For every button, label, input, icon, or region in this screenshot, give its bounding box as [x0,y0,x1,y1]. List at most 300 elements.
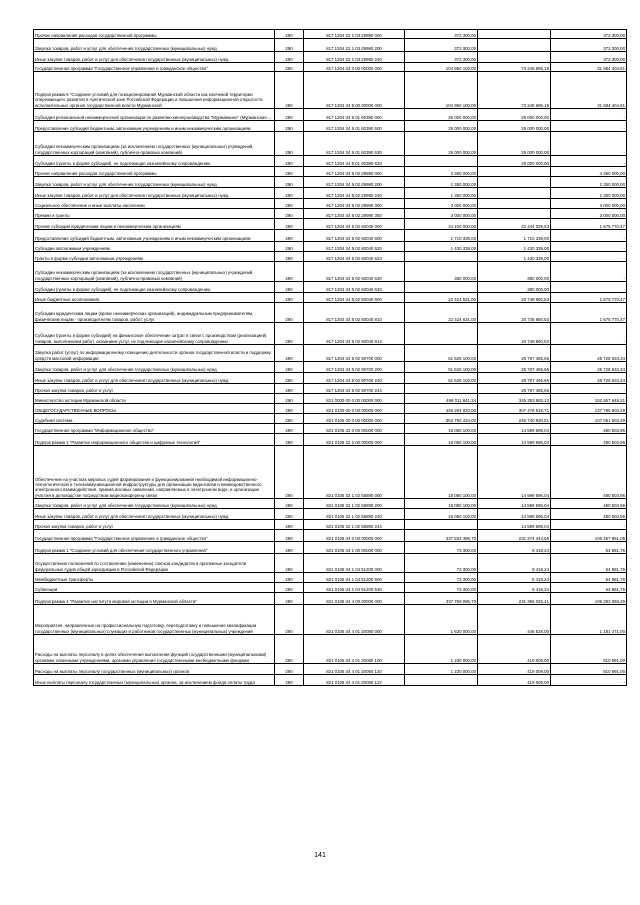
table-row [34,209,627,219]
row-unexecuted-amount: - [551,121,627,132]
row-executed-amount: 419 009,00 [478,664,551,675]
row-budget-code: 817 1204 34 5 02 90700 240 [304,373,405,384]
row-budget-code: 821 0105 32 1 00 00000 000 [304,434,405,446]
row-approved-amount [405,520,478,530]
row-unexecuted-amount: - [551,520,627,530]
row-description: Иные закупки товаров, работ и услуг для обеспечения государственных (муниципальных) нужд [34,52,275,63]
table-row [34,404,627,414]
table-row [34,520,627,530]
row-approved-amount: 51 526 100,00 [405,362,478,373]
table-row [34,303,627,323]
row-description: Субсидии (гранты в форме субсидий) на финансовое обеспечение затрат в связи с производством (реализацией) товаров, выполнением работ, оказанием услуг, не подлежащие казначейскому сопровождению [34,323,275,345]
row-approved-amount [405,156,478,167]
row-line-code: 290 [275,573,304,583]
row-approved-amount: 1 230 000,00 [405,664,478,675]
row-description: Гранты в форме субсидии автономным учреждениям [34,252,275,262]
table-row [34,323,627,345]
row-approved-amount [405,282,478,293]
row-executed-amount: 14 599 596,04 [478,509,551,520]
row-approved-amount: 1 350 000,00 [405,188,478,199]
table-row [34,242,627,252]
row-line-code: 290 [275,414,304,424]
budget-table-body [34,30,627,686]
table-row [34,156,627,167]
row-line-code: 290 [275,156,304,167]
row-unexecuted-amount: 480 503,96 [551,509,627,520]
table-row [34,509,627,520]
table-row [34,424,627,434]
row-executed-amount: 8 418,24 [478,583,551,593]
row-budget-code: 821 0105 34 0 00 00000 000 [304,530,405,542]
row-unexecuted-amount: 152 657 648,21 [551,394,627,404]
row-description: Субсидии (гранты в форме субсидий), не подлежащие казначейскому сопровождению [34,156,275,167]
row-description: Прочие направления расходов государственной программы [34,167,275,177]
row-description: Субсидии некоммерческим организациям (за исключением государственных (муниципальных) учреждений, государственных корпораций (компаний), публично-правовых компаний) [34,262,275,282]
row-approved-amount: 4 350 000,00 [405,167,478,177]
row-budget-code: 817 1204 34 5 02 60040 623 [304,252,405,262]
row-executed-amount [478,30,551,39]
row-line-code: 290 [275,373,304,384]
table-row [34,72,627,109]
row-approved-amount: 3 000 000,00 [405,209,478,219]
row-executed-amount: 20 748 860,53 [478,293,551,303]
row-approved-amount: 15 080 100,00 [405,434,478,446]
table-row [34,675,627,686]
row-budget-code: 817 1204 34 5 02 60040 620 [304,242,405,252]
row-budget-code: 821 0105 32 0 00 00000 000 [304,424,405,434]
row-unexecuted-amount: - [551,132,627,156]
row-description: Осуществление полномочий по составлению (изменению) списков кандидатов в присяжные заседатели федеральных судов общей юрисдикции в Российской Федерации [34,554,275,573]
row-unexecuted-amount: 25 728 634,34 [551,345,627,362]
row-description: Расходы на выплаты персоналу государственных (муниципальных) органов [34,664,275,675]
row-approved-amount: 1 350 000,00 [405,177,478,188]
table-row [34,39,627,52]
row-unexecuted-amount: - [551,109,627,121]
row-executed-amount: 8 418,24 [478,542,551,554]
row-approved-amount [405,252,478,262]
row-budget-code: 817 1204 34 5 02 29990 000 [304,167,405,177]
row-description: Судебная система [34,414,275,424]
row-approved-amount: 498 011 641,34 [405,394,478,404]
row-unexecuted-amount: - [551,242,627,252]
row-budget-code: 817 1204 34 5 02 60040 810 [304,303,405,323]
table-row [34,30,627,39]
row-budget-code: 821 0105 00 0 00 00000 000 [304,414,405,424]
row-approved-amount: 372 300,00 [405,39,478,52]
row-budget-code: 821 0000 00 0 00 00000 000 [304,394,405,404]
row-line-code: 290 [275,554,304,573]
table-row [34,554,627,573]
row-executed-amount: 8 418,24 [478,554,551,573]
table-row [34,446,627,499]
row-approved-amount: 15 080 100,00 [405,509,478,520]
row-approved-amount: 104 950 100,00 [405,72,478,109]
row-approved-amount: 353 792 434,00 [405,414,478,424]
row-description: Предоставление субсидий бюджетным, автономным учреждениям и иным некоммерческим организациям [34,121,275,132]
row-unexecuted-amount: 810 991,00 [551,635,627,664]
table-row [34,230,627,242]
row-line-code: 290 [275,664,304,675]
row-unexecuted-amount: 372 300,00 [551,39,627,52]
row-description: Государственная программа "Государственное управление и гражданское общество" [34,63,275,72]
row-unexecuted-amount: 3 000 000,00 [551,209,627,219]
row-budget-code: 821 0100 00 0 00 00000 000 [304,404,405,414]
row-budget-code: 821 0105 32 1 02 55890 240 [304,509,405,520]
row-budget-code: 821 0105 34 4 00 00000 000 [304,593,405,605]
row-unexecuted-amount: - [551,252,627,262]
row-unexecuted-amount: 4 350 000,00 [551,167,627,177]
row-budget-code: 821 0105 34 1 04 51200 530 [304,583,405,593]
row-approved-amount: 1 630 000,00 [405,605,478,635]
row-executed-amount [478,177,551,188]
row-budget-code: 817 1204 34 5 01 60390 600 [304,121,405,132]
row-approved-amount: 22 424 631,00 [405,293,478,303]
row-approved-amount: 24 100 000,00 [405,219,478,230]
row-approved-amount: 25 000 000,00 [405,109,478,121]
row-executed-amount: 25 000 000,00 [478,109,551,121]
table-row [34,293,627,303]
row-budget-code: 817 1204 34 5 02 60040 633 [304,282,405,293]
table-row [34,635,627,664]
row-line-code: 290 [275,252,304,262]
row-approved-amount: 73 300,00 [405,583,478,593]
row-unexecuted-amount: 480 503,96 [551,424,627,434]
row-description: Закупка товаров, работ и услуг для обеспечения государственных (муниципальных) нужд [34,39,275,52]
table-row [34,414,627,424]
row-description: Закупка товаров, работ и услуг для обеспечения государственных (муниципальных) нужд [34,362,275,373]
table-row [34,434,627,446]
row-line-code: 290 [275,52,304,63]
row-executed-amount: 14 599 596,04 [478,520,551,530]
row-unexecuted-amount: 106 457 951,05 [551,530,627,542]
row-line-code: 290 [275,446,304,499]
row-approved-amount: 1 430 339,00 [405,242,478,252]
row-budget-code: 821 0105 34 1 04 51200 000 [304,554,405,573]
table-row [34,188,627,199]
row-description: Мероприятия, направленные на профессиональную подготовку, переподготовку и повышение квалификации государственных (муниципальных) служащих и работников государственных (муниципальных) учреждений [34,605,275,635]
budget-report-sheet [33,29,625,686]
row-budget-code: 821 0105 34 4 01 20080 122 [304,675,405,686]
row-executed-amount: 1 430 339,00 [478,242,551,252]
row-executed-amount: 380 000,00 [478,262,551,282]
row-budget-code: 821 0105 34 4 01 20080 120 [304,664,405,675]
row-approved-amount: 3 000 000,00 [405,199,478,209]
row-budget-code: 817 1204 34 5 02 60040 813 [304,323,405,345]
row-executed-amount: 419 009,00 [478,675,551,686]
table-row [34,394,627,404]
row-line-code: 290 [275,177,304,188]
row-description: Прочие субсидии юридическим лицам и некоммерческим организациям [34,219,275,230]
row-unexecuted-amount: 64 881,76 [551,573,627,583]
table-row [34,121,627,132]
row-unexecuted-amount: 1 181 471,00 [551,605,627,635]
row-line-code: 290 [275,362,304,373]
row-description: Иные закупки товаров, работ и услуг для обеспечения государственных (муниципальных) нужд [34,509,275,520]
row-description: Субсидии автономным учреждениям [34,242,275,252]
row-description: Социальное обеспечение и иные выплаты населению [34,199,275,209]
row-unexecuted-amount: - [551,156,627,167]
row-line-code: 290 [275,303,304,323]
row-approved-amount: 1 230 000,00 [405,635,478,664]
row-description: Иные выплаты персоналу государственных (муниципальных) органов, за исключением фонда оплаты труда [34,675,275,686]
row-description: Прочая закупка товаров, работ и услуг [34,384,275,394]
row-approved-amount: 51 526 100,00 [405,345,478,362]
row-line-code: 290 [275,242,304,252]
row-unexecuted-amount: 480 503,96 [551,446,627,499]
row-executed-amount [478,209,551,219]
table-row [34,132,627,156]
table-row [34,52,627,63]
row-budget-code: 817 1204 34 0 00 00000 000 [304,63,405,72]
row-executed-amount: 25 000 000,00 [478,132,551,156]
row-unexecuted-amount: 1 350 000,00 [551,188,627,199]
row-unexecuted-amount: 31 684 404,81 [551,72,627,109]
row-executed-amount: 22 444 029,53 [478,219,551,230]
row-approved-amount: 372 300,00 [405,52,478,63]
row-unexecuted-amount: 372 300,00 [551,30,627,39]
row-approved-amount: 1 710 339,00 [405,230,478,242]
table-row [34,63,627,72]
row-unexecuted-amount: 64 881,76 [551,542,627,554]
row-line-code: 290 [275,30,304,39]
row-unexecuted-amount: 1 675 770,47 [551,303,627,323]
row-budget-code: 817 1204 34 5 02 90700 000 [304,345,405,362]
row-line-code: 290 [275,209,304,219]
row-line-code: 290 [275,132,304,156]
row-line-code: 290 [275,109,304,121]
row-budget-code: 817 1204 34 5 01 60390 000 [304,109,405,121]
row-line-code: 290 [275,293,304,303]
table-row [34,282,627,293]
row-description: Подпрограмма 1 "Создание условий для обеспечения государственного управления" [34,542,275,554]
row-executed-amount: 25 797 465,66 [478,362,551,373]
row-description: Закупка товаров, работ и услуг для обеспечения государственных (муниципальных) нужд [34,499,275,509]
table-row [34,167,627,177]
row-description: Закупка работ (услуг) по информационному освещению деятельности органов государственной власти и поддержку средств массовой информации [34,345,275,362]
row-approved-amount: 25 000 000,00 [405,132,478,156]
row-line-code: 290 [275,424,304,434]
row-approved-amount: 337 832 395,70 [405,530,478,542]
row-unexecuted-amount: 25 728 634,34 [551,362,627,373]
row-budget-code: 821 0105 32 1 02 55890 200 [304,499,405,509]
table-row [34,573,627,583]
row-unexecuted-amount: - [551,323,627,345]
row-approved-amount: 73 300,00 [405,542,478,554]
row-line-code: 290 [275,167,304,177]
row-budget-code: 817 1204 34 5 01 60390 633 [304,156,405,167]
row-budget-code: 821 0105 34 4 01 20080 000 [304,605,405,635]
row-budget-code: 821 0105 32 1 02 55890 244 [304,520,405,530]
row-line-code: 290 [275,404,304,414]
row-approved-amount: 15 080 100,00 [405,446,478,499]
row-description: Обеспечение на участках мировых судей формирования и функционирования необходимой информационно-технологической и телекоммуникационной инфраструктуры для организации видеосвязи и межведомственного электронного взаимодействия, приема исковых заявлений, направляемых в электронном виде, и организации участия в деловодстве посредством видеоконференц-связи [34,446,275,499]
budget-execution-table [33,29,627,686]
row-line-code: 290 [275,394,304,404]
row-approved-amount: 445 264 020,00 [405,404,478,414]
row-description: Межбюджетные трансферты [34,573,275,583]
row-approved-amount: 372 300,00 [405,30,478,39]
row-approved-amount: 22 424 631,00 [405,303,478,323]
row-executed-amount: 25 797 465,66 [478,384,551,394]
row-executed-amount: 20 748 860,53 [478,303,551,323]
row-executed-amount: 231 374 444,65 [478,530,551,542]
row-unexecuted-amount: - [551,230,627,242]
row-line-code: 290 [275,635,304,664]
row-line-code: 290 [275,530,304,542]
row-budget-code: 817 1204 34 5 02 29990 350 [304,209,405,219]
row-approved-amount [405,675,478,686]
row-executed-amount [478,199,551,209]
row-line-code: 290 [275,675,304,686]
row-unexecuted-amount: 1 675 770,47 [551,219,627,230]
row-unexecuted-amount: 107 051 503,49 [551,414,627,424]
row-approved-amount: 73 300,00 [405,573,478,583]
row-budget-code: 817 1204 23 1 03 29990 000 [304,30,405,39]
row-approved-amount: 73 300,00 [405,554,478,573]
row-description: Подпрограмма 5 "Создание условий для позиционирования Мурманской области как ключевой территории опережающего развития в Арктической зоне Российской Федерации и повышения информационной открытости исполнительных органов государственной власти Мурманской [34,72,275,109]
row-line-code: 290 [275,542,304,554]
row-budget-code: 817 1204 34 5 02 60040 800 [304,293,405,303]
row-budget-code: 817 1204 34 5 00 00000 000 [304,72,405,109]
row-unexecuted-amount: 3 000 000,00 [551,199,627,209]
row-description: Предоставление субсидий бюджетным, автономным учреждениям и иным некоммерческим организациям [34,230,275,242]
row-approved-amount: 380 000,00 [405,262,478,282]
table-row [34,499,627,509]
row-executed-amount [478,52,551,63]
row-line-code: 290 [275,509,304,520]
row-unexecuted-amount: - [551,282,627,293]
row-unexecuted-amount: - [551,384,627,394]
row-budget-code: 817 1204 34 5 01 60390 630 [304,132,405,156]
row-line-code: 290 [275,63,304,72]
row-description: Субсидии некоммерческим организациям (за исключением государственных (муниципальных) учреждений, государственных корпораций (компаний), публично-правовых компаний) [34,132,275,156]
table-row [34,593,627,605]
table-row [34,530,627,542]
table-row [34,384,627,394]
table-row [34,252,627,262]
row-executed-amount: 14 599 596,04 [478,446,551,499]
row-budget-code: 817 1204 34 5 02 60040 000 [304,219,405,230]
row-approved-amount [405,323,478,345]
row-description: Субсидии (гранты в форме субсидий), не подлежащие казначейскому сопровождению [34,282,275,293]
table-row [34,199,627,209]
row-unexecuted-amount: - [551,262,627,282]
row-budget-code: 817 1204 34 5 02 90700 244 [304,384,405,394]
page-number: 141 [314,852,326,859]
row-budget-code: 821 0105 34 1 04 51200 500 [304,573,405,583]
row-budget-code: 821 0105 34 1 00 00000 000 [304,542,405,554]
row-unexecuted-amount: 64 881,76 [551,554,627,573]
row-description: Подпрограмма 1 "Развитие информационного общества и цифровых технологий" [34,434,275,446]
row-description: Субсидии юридическим лицам (кроме некоммерческих организаций), индивидуальным предпринимателям, физическим лицам - производителям товаров, работ, услуг [34,303,275,323]
row-executed-amount: 25 000 000,00 [478,156,551,167]
row-description: Закупка товаров, работ и услуг для обеспечения государственных (муниципальных) нужд [34,177,275,188]
row-executed-amount: 20 748 860,53 [478,323,551,345]
row-executed-amount [478,188,551,199]
row-executed-amount: 419 009,00 [478,635,551,664]
row-approved-amount [405,384,478,394]
row-line-code: 290 [275,199,304,209]
row-line-code: 290 [275,219,304,230]
row-approved-amount: 51 526 100,00 [405,373,478,384]
row-executed-amount: 73 245 695,19 [478,72,551,109]
row-description: Премии и гранты [34,209,275,219]
row-budget-code: 817 1204 23 1 03 29990 200 [304,39,405,52]
row-line-code: 290 [275,282,304,293]
row-line-code: 290 [275,72,304,109]
table-row [34,262,627,282]
row-executed-amount: 448 528,00 [478,605,551,635]
row-unexecuted-amount: - [551,675,627,686]
row-unexecuted-amount: 31 684 404,81 [551,63,627,72]
row-unexecuted-amount: 372 300,00 [551,52,627,63]
row-description: Субвенции [34,583,275,593]
row-description: Иные бюджетные ассигнования [34,293,275,303]
row-description: Расходы на выплаты персоналу в целях обеспечения выполнения функций государственными (муниципальными) органами, казенными учреждениями, органами управления государственными внебюджетными фондами [34,635,275,664]
row-executed-amount: 25 000 000,00 [478,121,551,132]
row-executed-amount: 14 599 596,04 [478,499,551,509]
row-budget-code: 817 1204 34 5 02 90700 200 [304,362,405,373]
row-line-code: 290 [275,520,304,530]
row-approved-amount: 25 000 000,00 [405,121,478,132]
row-unexecuted-amount: 25 728 634,34 [551,373,627,384]
row-description: Иные закупки товаров, работ и услуг для обеспечения государственных (муниципальных) нужд [34,188,275,199]
row-line-code: 290 [275,39,304,52]
row-executed-amount: 25 797 465,66 [478,345,551,362]
row-executed-amount: 380 000,00 [478,282,551,293]
row-line-code: 290 [275,323,304,345]
row-executed-amount: 1 430 339,00 [478,252,551,262]
row-approved-amount: 337 759 095,70 [405,593,478,605]
row-line-code: 290 [275,434,304,446]
table-row [34,605,627,635]
row-approved-amount: 104 950 100,00 [405,63,478,72]
table-row [34,664,627,675]
row-unexecuted-amount: 480 503,96 [551,434,627,446]
row-budget-code: 817 1204 34 5 02 29990 240 [304,188,405,199]
row-approved-amount: 15 080 100,00 [405,499,478,509]
row-executed-amount: 8 418,24 [478,573,551,583]
table-row [34,583,627,593]
row-description: Иные закупки товаров, работ и услуг для обеспечения государственных (муниципальных) нужд [34,373,275,384]
row-line-code: 290 [275,384,304,394]
row-executed-amount: 14 599 596,04 [478,424,551,434]
row-description: Субсидия региональной некоммерческой организации по развитию кинопроизводства "Мурманкино" (Мурманская ... [34,109,275,121]
row-line-code: 290 [275,499,304,509]
row-executed-amount: 25 797 465,66 [478,373,551,384]
row-budget-code: 817 1204 34 5 02 29990 300 [304,199,405,209]
table-row [34,362,627,373]
table-row [34,109,627,121]
row-executed-amount [478,39,551,52]
row-unexecuted-amount: 1 675 770,47 [551,293,627,303]
row-budget-code: 817 1204 34 5 02 60040 630 [304,262,405,282]
row-line-code: 290 [275,593,304,605]
row-description: Государственная программа "Государственное управление и гражданское общество" [34,530,275,542]
row-unexecuted-amount: 1 350 000,00 [551,177,627,188]
row-executed-amount: 1 710 339,00 [478,230,551,242]
row-description: Государственная программа "Информационное общество" [34,424,275,434]
row-budget-code: 817 1204 34 5 02 60040 600 [304,230,405,242]
row-line-code: 290 [275,188,304,199]
row-executed-amount: 246 740 930,51 [478,414,551,424]
row-budget-code: 817 1204 23 1 03 29990 240 [304,52,405,63]
row-executed-amount [478,167,551,177]
row-budget-code: 821 0105 32 1 02 55890 000 [304,446,405,499]
row-line-code: 290 [275,121,304,132]
row-budget-code: 821 0105 34 4 01 20080 100 [304,635,405,664]
row-line-code: 290 [275,262,304,282]
